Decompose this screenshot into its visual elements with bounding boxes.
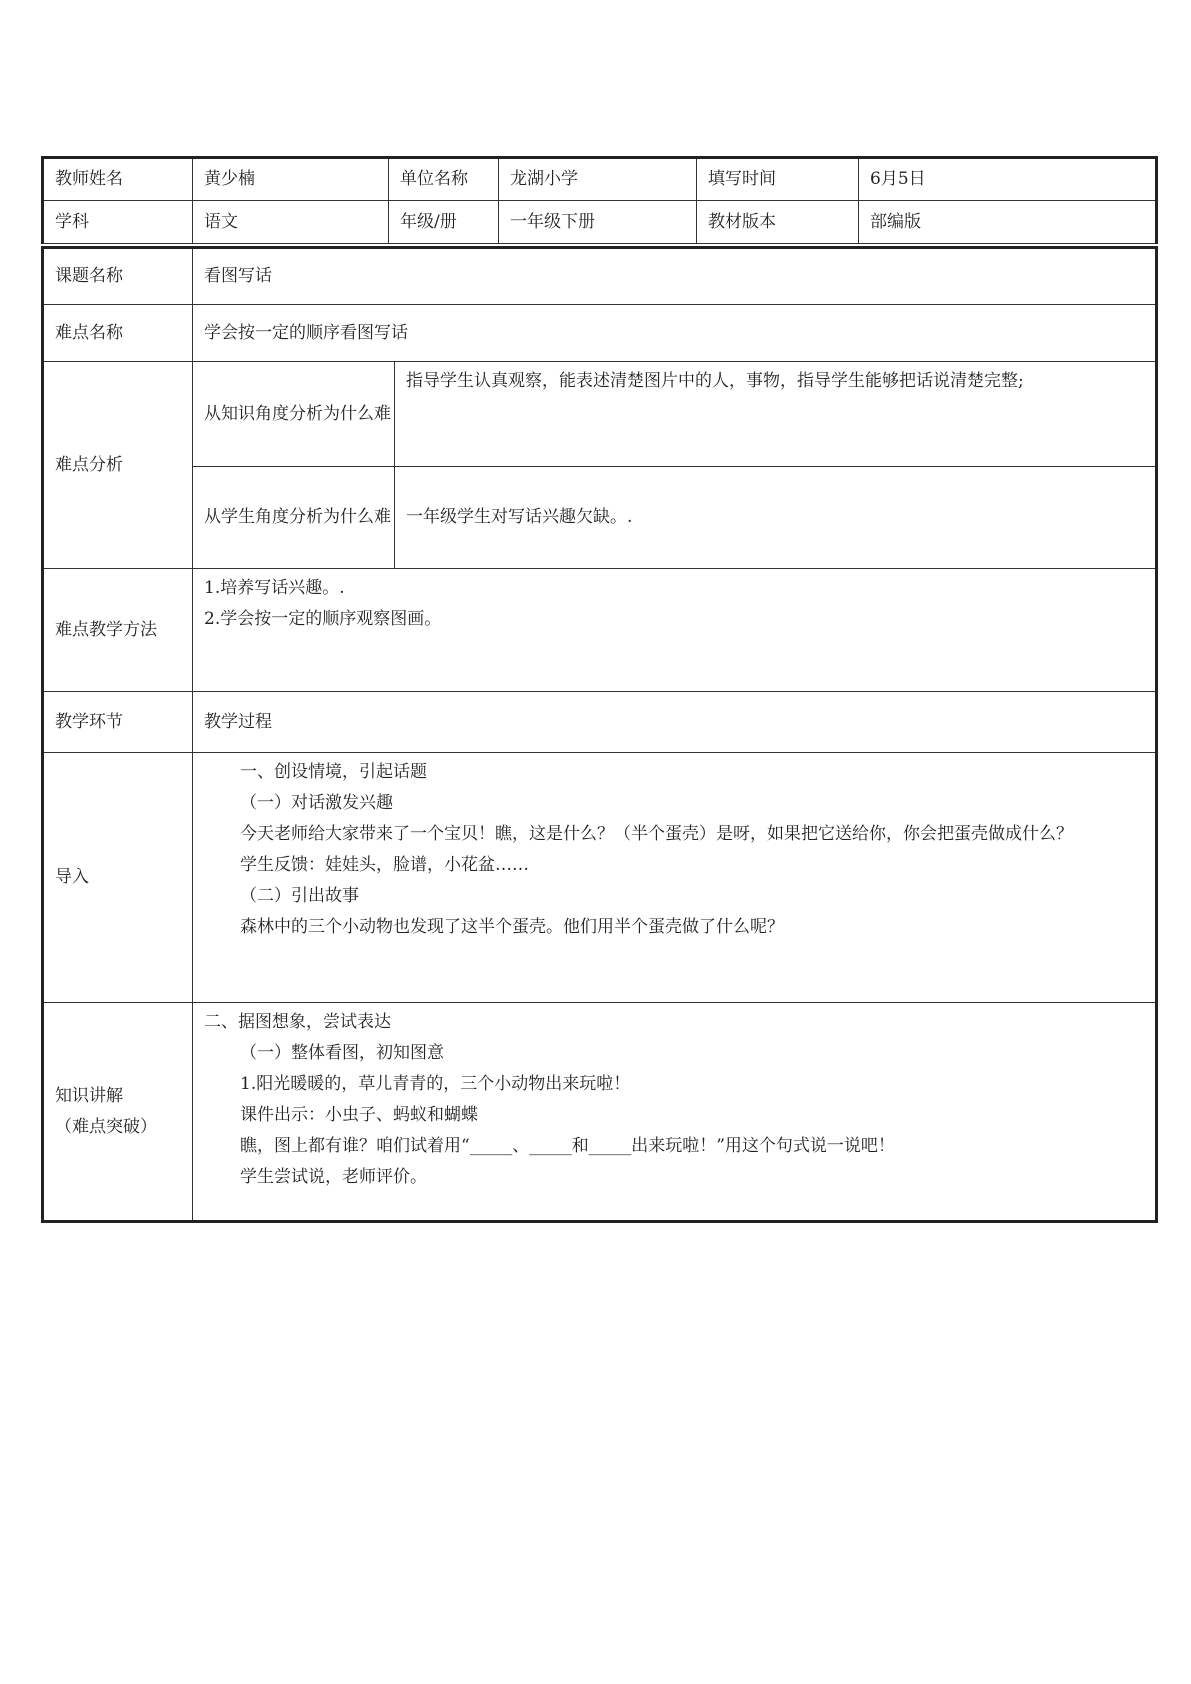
edition-label: 教材版本 <box>697 201 859 244</box>
info-table <box>41 156 1158 244</box>
method-content <box>193 569 1157 692</box>
knowledge-content <box>193 1003 1157 1222</box>
teacher-label: 教师姓名 <box>43 158 193 201</box>
date-value: 6月5日 <box>859 158 1157 201</box>
method-label: 难点教学方法 <box>43 569 193 692</box>
knowledge-label: 知识讲解 <box>55 1085 123 1106</box>
process-value: 教学过程 <box>193 692 1157 753</box>
intro-line: 森林中的三个小动物也发现了这半个蛋壳。他们用半个蛋壳做了什么呢？ <box>240 917 784 937</box>
intro-content <box>193 753 1157 1003</box>
topic-value: 看图写话 <box>193 248 1157 305</box>
process-label: 教学环节 <box>43 692 193 753</box>
knowledge-sublabel: （难点突破） <box>55 1116 157 1137</box>
edition-value: 部编版 <box>859 201 1157 244</box>
knowledge-label-cell <box>43 1003 193 1222</box>
difficulty-label: 难点名称 <box>43 305 193 362</box>
analysis-knowledge-label: 从知识角度分析为什么难 <box>193 362 395 467</box>
intro-line: （二）引出故事 <box>240 886 359 906</box>
analysis-student-label: 从学生角度分析为什么难 <box>193 467 395 569</box>
intro-line: （一）对话激发兴趣 <box>240 793 393 813</box>
intro-line: 一、创设情境，引起话题 <box>240 762 427 782</box>
intro-line: 今天老师给大家带来了一个宝贝！瞧，这是什么？（半个蛋壳）是呀，如果把它送给你，你会把蛋壳做成什么？ <box>240 824 1073 844</box>
analysis-label: 难点分析 <box>43 362 193 569</box>
intro-line: 学生反馈：娃娃头，脸谱，小花盆…… <box>240 855 529 875</box>
teacher-value: 黄少楠 <box>193 158 389 201</box>
difficulty-value: 学会按一定的顺序看图写话 <box>193 305 1157 362</box>
knowledge-line: 课件出示：小虫子、蚂蚁和蝴蝶 <box>240 1105 478 1125</box>
content-table <box>41 246 1158 1223</box>
subject-label: 学科 <box>43 201 193 244</box>
knowledge-line: 学生尝试说，老师评价。 <box>240 1167 427 1187</box>
knowledge-line: 二、据图想象，尝试表达 <box>204 1012 391 1032</box>
knowledge-line: 1.阳光暖暖的，草儿青青的，三个小动物出来玩啦！ <box>240 1074 631 1094</box>
lesson-plan-sheet <box>41 156 1155 1223</box>
knowledge-line: 瞧，图上都有谁？咱们试着用“_____、_____和_____出来玩啦！”用这个句式说一说吧！ <box>240 1136 895 1156</box>
topic-label: 课题名称 <box>43 248 193 305</box>
intro-label: 导入 <box>43 753 193 1003</box>
date-label: 填写时间 <box>697 158 859 201</box>
unit-value: 龙湖小学 <box>499 158 697 201</box>
unit-label: 单位名称 <box>389 158 499 201</box>
analysis-knowledge-value: 指导学生认真观察，能表述清楚图片中的人，事物，指导学生能够把话说清楚完整; <box>395 362 1157 467</box>
analysis-student-value: 一年级学生对写话兴趣欠缺。. <box>395 467 1157 569</box>
subject-value: 语文 <box>193 201 389 244</box>
grade-value: 一年级下册 <box>499 201 697 244</box>
grade-label: 年级/册 <box>389 201 499 244</box>
method-line: 2.学会按一定的顺序观察图画。 <box>204 609 442 629</box>
method-line: 1.培养写话兴趣。. <box>204 578 345 598</box>
knowledge-line: （一）整体看图，初知图意 <box>240 1043 444 1063</box>
